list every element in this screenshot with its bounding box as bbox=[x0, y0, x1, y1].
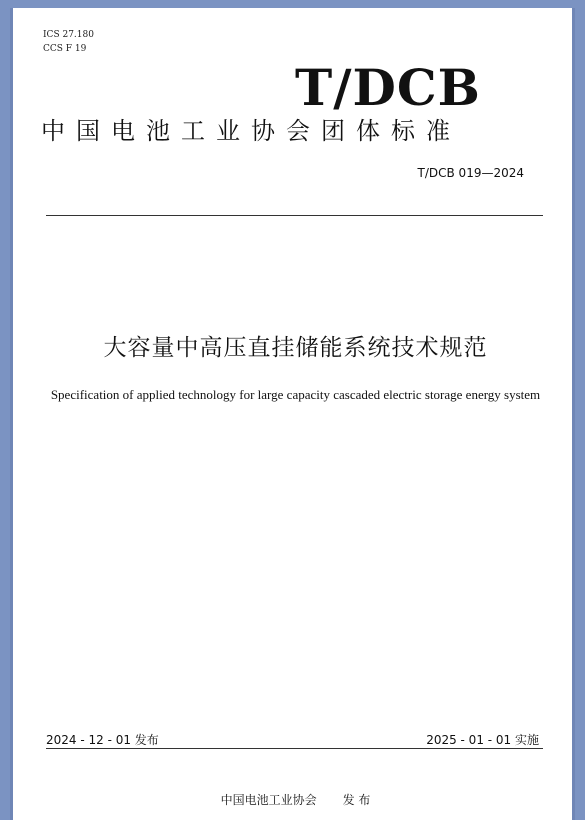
classification-codes bbox=[43, 28, 94, 56]
ccs-code: CCS F 19 bbox=[43, 44, 87, 54]
ics-code: ICS 27.180 bbox=[43, 30, 94, 40]
implementation-date: 2025 - 01 - 01 实施 bbox=[426, 733, 539, 747]
organization-standard-title: 中国电池工业协会团体标准 bbox=[41, 117, 461, 145]
publisher-name: 中国电池工业协会 bbox=[220, 793, 317, 807]
standard-number: T/DCB 019—2024 bbox=[417, 166, 524, 180]
document-title-english: Specification of applied technology for large capacity cascaded electric storage energy system bbox=[50, 387, 541, 402]
release-date: 2024 - 12 - 01 发布 bbox=[46, 733, 159, 747]
publisher-line bbox=[13, 791, 578, 808]
publisher-action: 发 布 bbox=[342, 793, 371, 807]
standard-logo: T/DCB bbox=[295, 58, 481, 117]
standard-cover-page bbox=[10, 8, 575, 820]
document-title-chinese: 大容量中高压直挂储能系统技术规范 bbox=[103, 335, 488, 361]
bottom-divider bbox=[46, 748, 543, 749]
top-divider bbox=[46, 215, 543, 216]
